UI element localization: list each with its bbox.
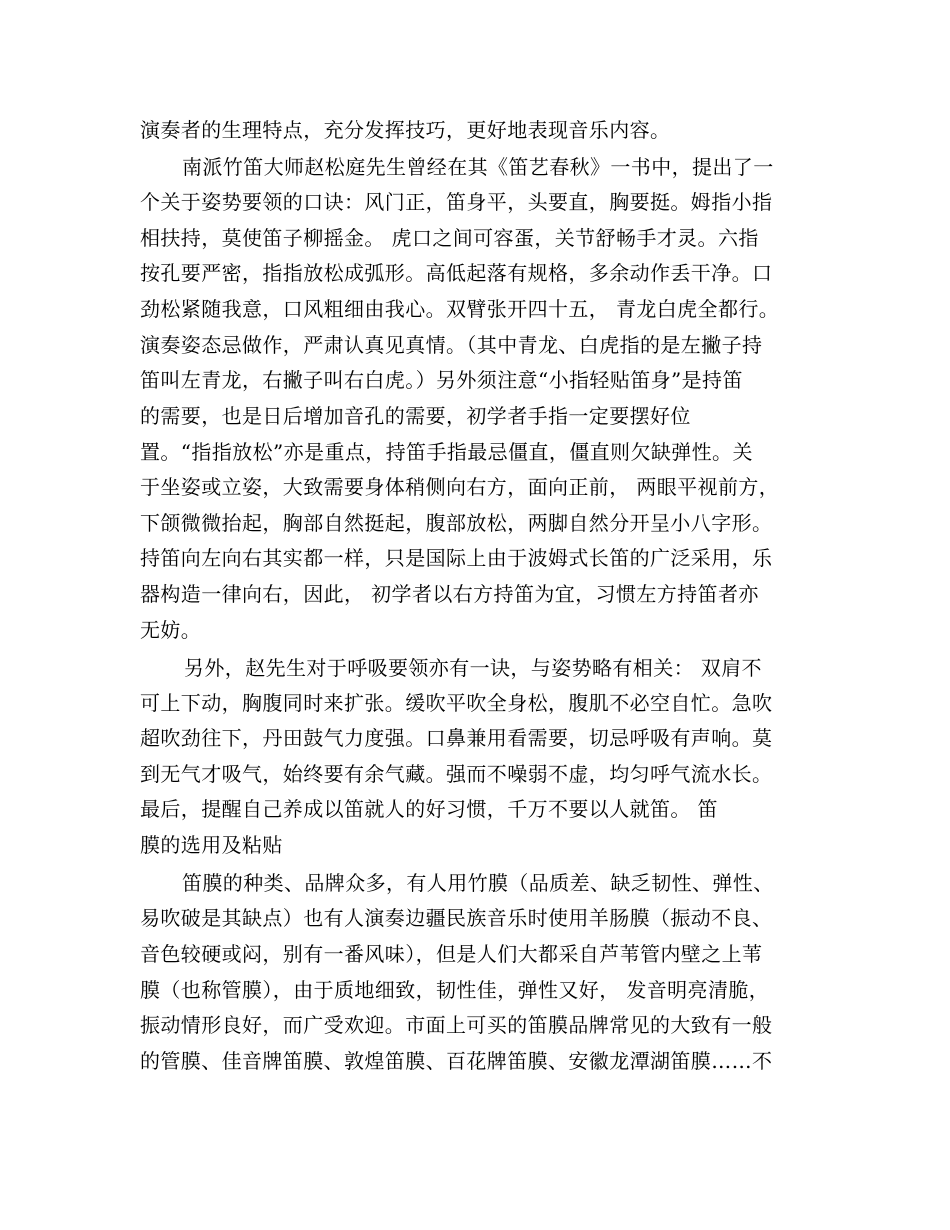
text-line: 个关于姿势要领的口诀：风门正，笛身平，头要直，胸要挺。姆指小指 [140,190,773,214]
text-line: 最后，提醒自己养成以笛就人的好习惯，千万不要以人就笛。 笛 [140,797,718,821]
text-line: 的需要，也是日后增加音孔的需要，初学者手指一定要摆好位 [140,404,691,428]
paragraph-start-line: 另外，赵先生对于呼吸要领亦有一诀，与姿势略有相关： 双肩不 [184,656,762,680]
text-line: 无妨。 [140,618,202,642]
text-line: 的管膜、佳音牌笛膜、敦煌笛膜、百花牌笛膜、安徽龙潭湖笛膜……不 [140,1049,773,1073]
text-line: 振动情形良好，而广受欢迎。市面上可买的笛膜品牌常见的大致有一般 [140,1013,773,1037]
text-line: 演奏者的生理特点，充分发挥技巧，更好地表现音乐内容。 [140,118,671,142]
paragraph-start-line: 南派竹笛大师赵松庭先生曾经在其《笛艺春秋》一书中，提出了一 [182,155,774,179]
text-line: 到无气才吸气，始终要有余气藏。强而不噪弱不虚，均匀呼气流水长。 [140,762,773,786]
text-line: 音色较硬或闷，别有一番风味），但是人们大都采自芦苇管内壁之上苇 [140,942,763,966]
text-line: 易吹破是其缺点）也有人演奏边疆民族音乐时使用羊肠膜（振动不良、 [140,906,773,930]
text-line: 持笛向左向右其实都一样，只是国际上由于波姆式长笛的广泛采用，乐 [140,546,773,570]
text-line: 膜（也称管膜），由于质地细致，韧性佳，弹性又好， 发音明亮清脆， [140,978,770,1002]
text-line: 器构造一律向右，因此， 初学者以右方持笛为宜，习惯左方持笛者亦 [140,582,759,606]
text-line: 置。“指指放松”亦是重点，持笛手指最忌僵直，僵直则欠缺弹性。关 [140,440,753,464]
section-heading: 膜的选用及粘贴 [140,833,283,857]
text-line: 笛叫左青龙，右撇子叫右白虎。）另外须注意“小指轻贴笛身”是持笛 [140,368,743,392]
text-line: 可上下动，胸腹同时来扩张。缓吹平吹全身松，腹肌不必空自忙。急吹 [140,691,773,715]
text-line: 超吹劲往下，丹田鼓气力度强。口鼻兼用看需要，切忌呼吸有声响。莫 [140,726,773,750]
text-line: 相扶持，莫使笛子柳摇金。 虎口之间可容蛋，关节舒畅手才灵。六指 [140,226,759,250]
text-line: 劲松紧随我意，口风粗细由我心。双臂张开四十五， 青龙白虎全都行。 [140,297,780,321]
text-line: 按孔要严密，指指放松成弧形。高低起落有规格，多余动作丢干净。口 [140,261,773,285]
text-line: 演奏姿态忌做作，严肃认真见真情。（其中青龙、白虎指的是左撇子持 [140,333,763,357]
paragraph-start-line: 笛膜的种类、品牌众多，有人用竹膜（品质差、缺乏韧性、弹性、 [182,871,774,895]
text-line: 下颌微微抬起，胸部自然挺起，腹部放松，两脚自然分开呈小八字形。 [140,511,773,535]
text-line: 于坐姿或立姿，大致需要身体稍侧向右方，面向正前， 两眼平视前方， [140,475,780,499]
